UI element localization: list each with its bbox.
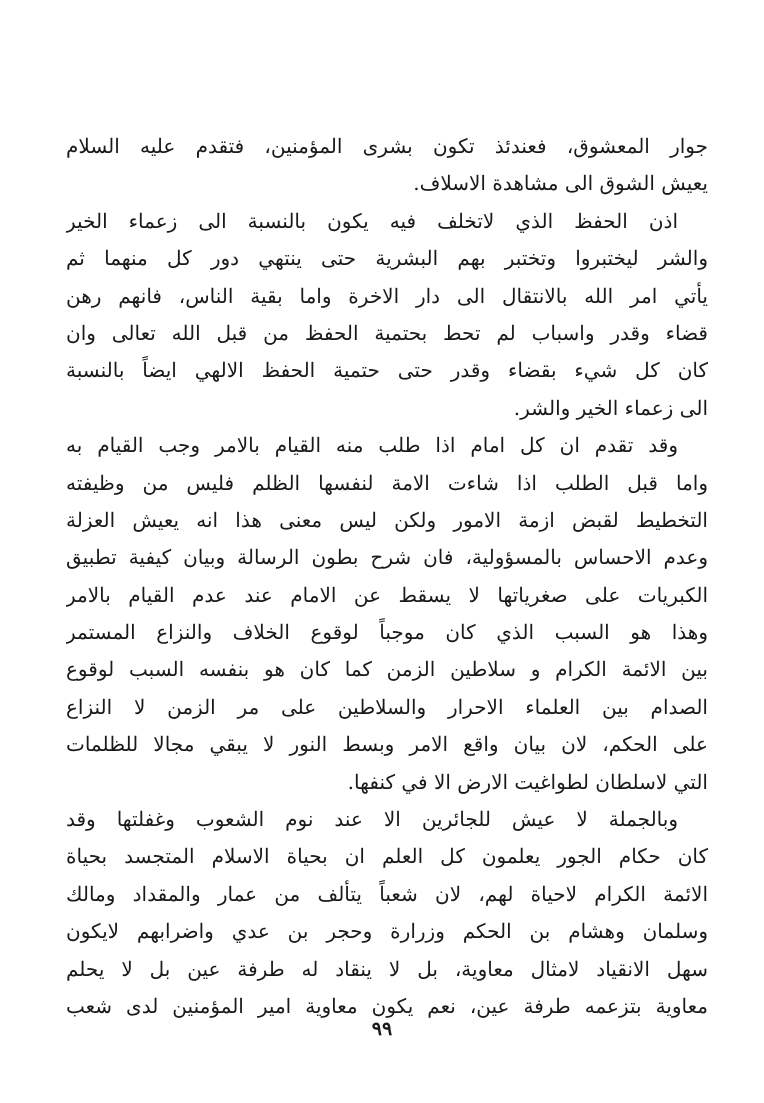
text-line-7: كان كل شيء بقضاء وقدر حتى حتمية الحفظ الالهي ايضاً بالنسبة: [66, 358, 708, 383]
text-line-4: والشر ليختبروا وتختبر بهم البشرية حتى ينتهي دور كل منهما ثم: [66, 246, 708, 271]
text-line-11: التخطيط لقبض ازمة الامور ولكن ليس معنى هذا انه يعيش العزلة: [66, 507, 708, 532]
text-line-2: يعيش الشوق الى مشاهدة الاسلاف.: [413, 171, 708, 196]
text-line-17: على الحكم، لان بيان واقع الامر وبسط النور لا يبقي مجالا للظلمات: [66, 732, 708, 757]
text-line-1: جوار المعشوق، فعندئذ تكون بشرى المؤمنين، فتقدم عليه السلام: [66, 134, 708, 158]
text-line-23: سهل الانقياد لامثال معاوية، بل لا ينقاد له طرفة عين بل لا يحلم: [66, 956, 708, 981]
text-line-15: بين الائمة الكرام و سلاطين الزمن كما كان هو بنفسه السبب لوقوع: [66, 657, 708, 682]
text-line-13: الكبريات على صغرياتها لا يسقط عن الامام عند عدم القيام بالامر: [66, 582, 708, 607]
page-number: ٩٩: [371, 1018, 393, 1040]
text-line-20: كان حكام الجور يعلمون كل العلم ان بحياة الاسلام المتجسد بحياة: [66, 844, 708, 869]
text-line-5: يأتي امر الله بالانتقال الى دار الاخرة واما بقية الناس، فانهم رهن: [66, 283, 708, 308]
text-line-3: اذن الحفظ الذي لاتخلف فيه يكون بالنسبة الى زعماء الخير: [66, 208, 678, 233]
text-line-12: وعدم الاحساس بالمسؤولية، فان شرح بطون الرسالة وبيان كيفية تطبيق: [66, 545, 708, 570]
text-line-10: واما قبل الطلب اذا شاءت الامة لنفسها الظلم فليس من وظيفته: [66, 470, 708, 495]
text-line-19: وبالجملة لا عيش للجائرين الا عند نوم الشعوب وغفلتها وقد: [66, 807, 678, 832]
text-line-9: وقد تقدم ان كل امام اذا طلب منه القيام بالامر وجب القيام به: [66, 433, 678, 458]
text-line-22: وسلمان وهشام بن الحكم وزرارة وحجر بن عدي واضرابهم لايكون: [66, 919, 708, 944]
text-line-14: وهذا هو السبب الذي كان موجباً لوقوع الخلاف والنزاع المستمر: [66, 620, 708, 645]
text-line-16: الصدام بين العلماء الاحرار والسلاطين على مر الزمن لا النزاع: [66, 694, 708, 719]
text-line-6: قضاء وقدر واسباب لم تحط بحتمية الحفظ من قبل الله تعالى وان: [66, 320, 708, 345]
text-line-18: التي لاسلطان لطواغيت الارض الا في كنفها.: [347, 769, 708, 794]
text-line-24: معاوية بتزعمه طرفة عين، نعم يكون معاوية امير المؤمنين لدى شعب: [66, 993, 708, 1018]
body-text: [66, 128, 708, 1025]
text-line-21: الائمة الكرام لاحياة لهم، لان شعباً يتألف من عمار والمقداد ومالك: [66, 881, 708, 906]
text-line-8: الى زعماء الخير والشر.: [513, 395, 708, 420]
